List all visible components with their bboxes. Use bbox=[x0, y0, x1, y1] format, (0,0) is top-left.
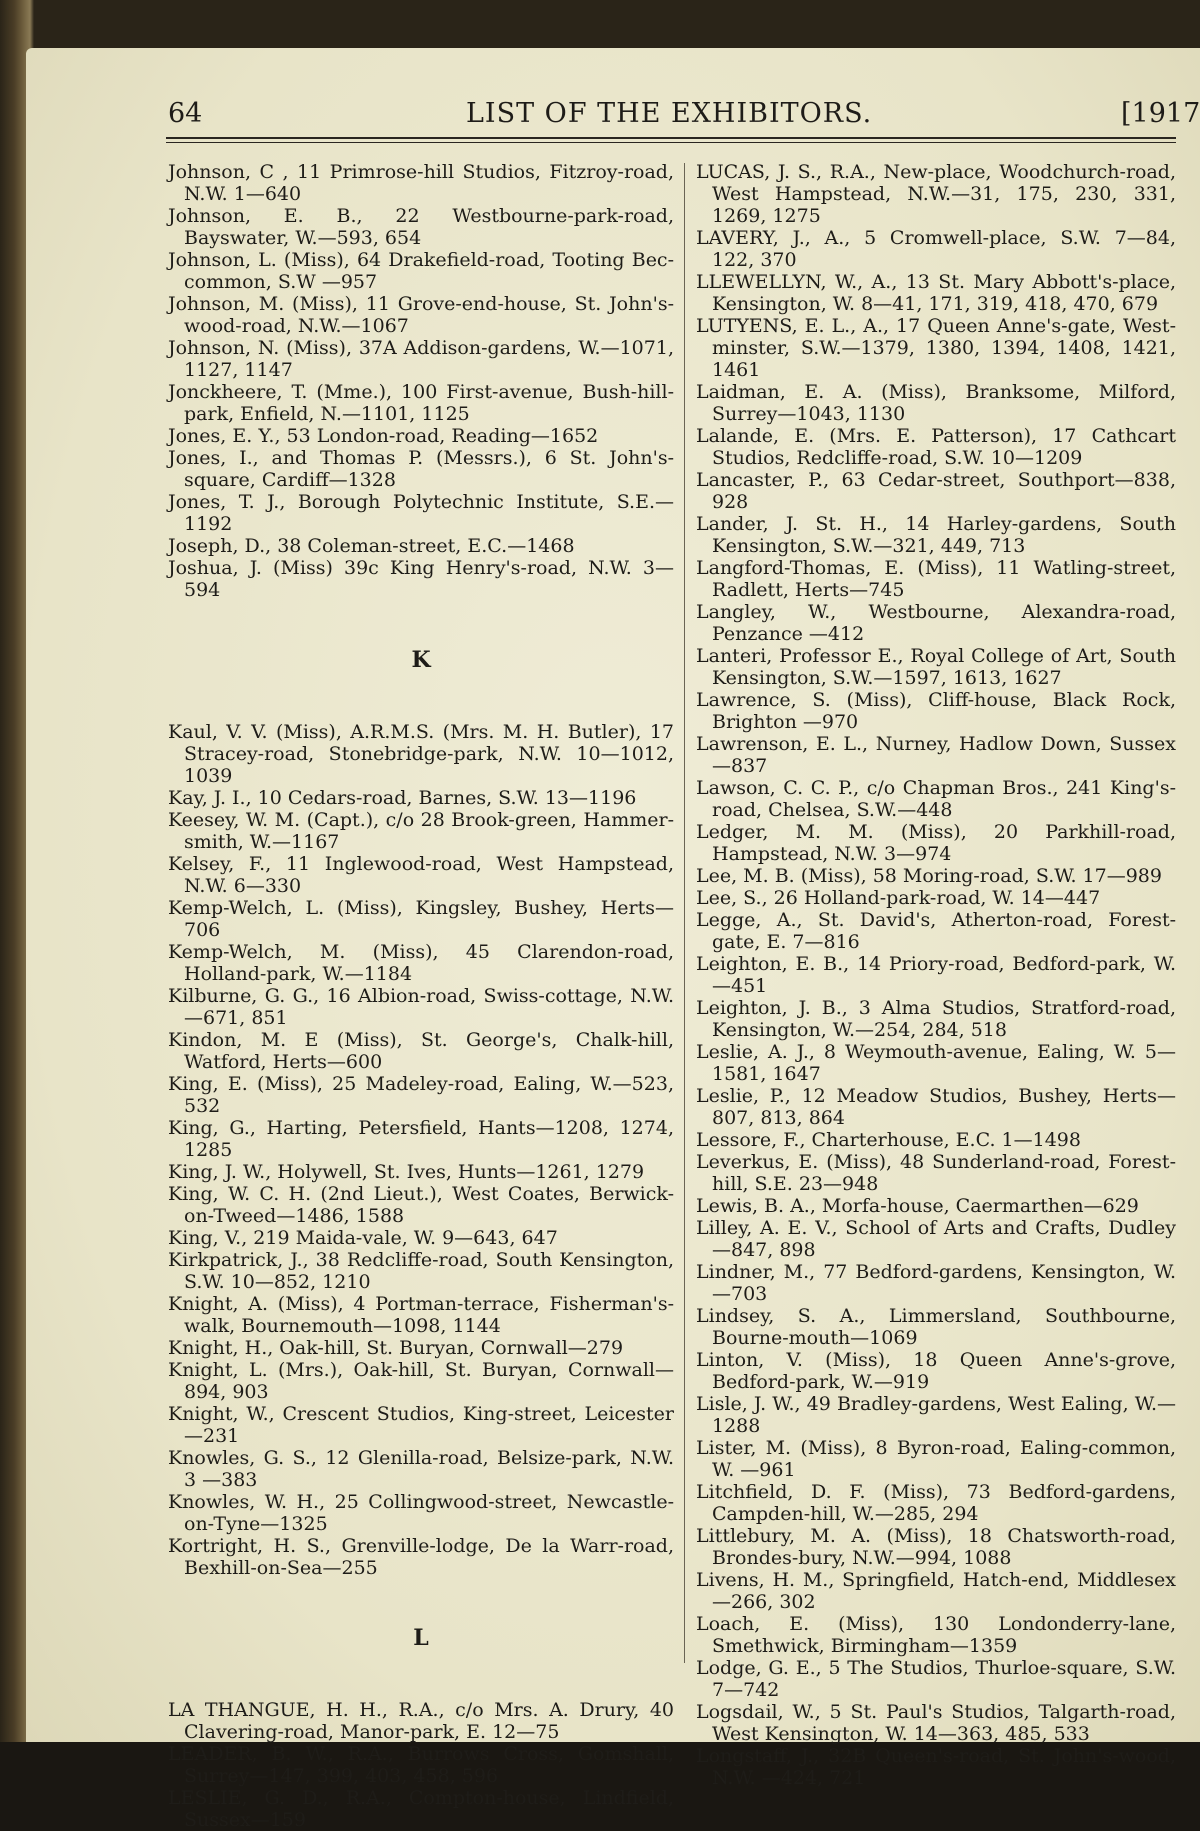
exhibitor-entry: Kaul, V. V. (Miss), A.R.M.S. (Mrs. M. H. Butler), 17 Stracey-road, Stonebridge-park, N.W. 10—1012, 1039 bbox=[168, 721, 674, 787]
exhibitor-entry: Joshua, J. (Miss) 39c King Henry's-road, N.W. 3—594 bbox=[168, 557, 674, 601]
exhibitor-entry: Longstaff, J., 32B Queen's-road, St. John's-wood, N.W. —424, 721 bbox=[696, 1745, 1176, 1789]
exhibitor-entry: Jones, E. Y., 53 London-road, Reading—1652 bbox=[168, 425, 599, 447]
section-heading-l: L bbox=[413, 1625, 429, 1651]
exhibitor-entry: Langford-Thomas, E. (Miss), 11 Watling-street, Radlett, Herts—745 bbox=[696, 557, 1176, 601]
exhibitor-entry: LA THANGUE, H. H., R.A., c/o Mrs. A. Drury, 40 Clavering-road, Manor-park, E. 12—75 bbox=[168, 1699, 674, 1743]
exhibitor-entry: Knight, H., Oak-hill, St. Buryan, Cornwall—279 bbox=[168, 1337, 624, 1359]
exhibitor-entry: Lancaster, P., 63 Cedar-street, Southport—838, 928 bbox=[696, 469, 1176, 513]
exhibitor-entry: Lessore, F., Charterhouse, E.C. 1—1498 bbox=[696, 1129, 1081, 1151]
exhibitor-entry: King, G., Harting, Petersfield, Hants—1208, 1274, 1285 bbox=[168, 1117, 674, 1161]
column-divider bbox=[684, 163, 685, 1663]
exhibitor-entry: Johnson, M. (Miss), 11 Grove-end-house, St. John's-wood-road, N.W.—1067 bbox=[168, 293, 674, 337]
exhibitor-entry: King, E. (Miss), 25 Madeley-road, Ealing, W.—523, 532 bbox=[168, 1073, 674, 1117]
exhibitor-entry: Jones, I., and Thomas P. (Messrs.), 6 St. John's-square, Cardiff—1328 bbox=[168, 447, 674, 491]
exhibitor-entry: Lawrence, S. (Miss), Cliff-house, Black Rock, Brighton —970 bbox=[696, 689, 1176, 733]
exhibitor-entry: Laidman, E. A. (Miss), Branksome, Milford, Surrey—1043, 1130 bbox=[696, 381, 1176, 425]
exhibitor-entry: LAVERY, J., A., 5 Cromwell-place, S.W. 7—84, 122, 370 bbox=[696, 227, 1176, 271]
exhibitor-entry: Lawrenson, E. L., Nurney, Hadlow Down, Sussex—837 bbox=[696, 733, 1176, 777]
exhibitor-entry: Johnson, E. B., 22 Westbourne-park-road, Bayswater, W.—593, 654 bbox=[168, 205, 674, 249]
exhibitor-entry: Lander, J. St. H., 14 Harley-gardens, South Kensington, S.W.—321, 449, 713 bbox=[696, 513, 1176, 557]
exhibitor-entry: Lewis, B. A., Morfa-house, Caermarthen—629 bbox=[696, 1195, 1139, 1217]
exhibitor-entry: Johnson, N. (Miss), 37A Addison-gardens, W.—1071, 1127, 1147 bbox=[168, 337, 674, 381]
exhibitor-entry: Kindon, M. E (Miss), St. George's, Chalk-hill, Watford, Herts—600 bbox=[168, 1029, 674, 1073]
exhibitor-entry: Littlebury, M. A. (Miss), 18 Chatsworth-road, Brondes-bury, N.W.—994, 1088 bbox=[696, 1525, 1176, 1569]
exhibitor-entry: King, W. C. H. (2nd Lieut.), West Coates, Berwick-on-Tweed—1486, 1588 bbox=[168, 1183, 674, 1227]
exhibitor-entry: Lalande, E. (Mrs. E. Patterson), 17 Cathcart Studios, Redcliffe-road, S.W. 10—1209 bbox=[696, 425, 1176, 469]
exhibitor-entry: King, V., 219 Maida-vale, W. 9—643, 647 bbox=[168, 1227, 558, 1249]
exhibitor-entry: Kelsey, F., 11 Inglewood-road, West Hampstead, N.W. 6—330 bbox=[168, 853, 674, 897]
exhibitor-entry: Leslie, P., 12 Meadow Studios, Bushey, Herts—807, 813, 864 bbox=[696, 1085, 1176, 1129]
exhibitor-entry: Jones, T. J., Borough Polytechnic Institute, S.E.—1192 bbox=[168, 491, 674, 535]
exhibitor-entry: Lister, M. (Miss), 8 Byron-road, Ealing-common, W. —961 bbox=[696, 1437, 1176, 1481]
exhibitor-entry: Knowles, G. S., 12 Glenilla-road, Belsize-park, N.W. 3 —383 bbox=[168, 1447, 674, 1491]
exhibitor-entry: Leslie, A. J., 8 Weymouth-avenue, Ealing, W. 5—1581, 1647 bbox=[696, 1041, 1176, 1085]
exhibitor-entry: Kemp-Welch, M. (Miss), 45 Clarendon-road, Holland-park, W.—1184 bbox=[168, 941, 674, 985]
exhibitor-entry: King, J. W., Holywell, St. Ives, Hunts—1261, 1279 bbox=[168, 1161, 645, 1183]
section-heading-k: K bbox=[411, 647, 431, 673]
exhibitor-entry: Leighton, E. B., 14 Priory-road, Bedford-park, W.—451 bbox=[696, 953, 1176, 997]
exhibitor-entry: Lanteri, Professor E., Royal College of Art, South Kensington, S.W.—1597, 1613, 1627 bbox=[696, 645, 1176, 689]
exhibitor-entry: Knight, L. (Mrs.), Oak-hill, St. Buryan, Cornwall—894, 903 bbox=[168, 1359, 674, 1403]
exhibitor-entry: Lodge, G. E., 5 The Studios, Thurloe-square, S.W. 7—742 bbox=[696, 1657, 1176, 1701]
exhibitor-entry: LLEWELLYN, W., A., 13 St. Mary Abbott's-place, Kensington, W. 8—41, 171, 319, 418, 470, 679 bbox=[696, 271, 1176, 315]
exhibitor-entry: Knight, W., Crescent Studios, King-street, Leicester —231 bbox=[168, 1403, 674, 1447]
exhibitor-entry: Kemp-Welch, L. (Miss), Kingsley, Bushey, Herts—706 bbox=[168, 897, 674, 941]
page-title: LIST OF THE EXHIBITORS. bbox=[466, 98, 873, 129]
exhibitor-entry: Knight, A. (Miss), 4 Portman-terrace, Fisherman's-walk, Bournemouth—1098, 1144 bbox=[168, 1293, 674, 1337]
exhibitor-entry: Leighton, J. B., 3 Alma Studios, Stratford-road, Kensington, W.—254, 284, 518 bbox=[696, 997, 1176, 1041]
book-page bbox=[26, 48, 1200, 1831]
exhibitor-entry: Lindsey, S. A., Limmersland, Southbourne, Bourne-mouth—1069 bbox=[696, 1305, 1176, 1349]
exhibitor-entry: Litchfield, D. F. (Miss), 73 Bedford-gardens, Campden-hill, W.—285, 294 bbox=[696, 1481, 1176, 1525]
exhibitor-entry: Lindner, M., 77 Bedford-gardens, Kensington, W.—703 bbox=[696, 1261, 1176, 1305]
exhibitor-entry: Johnson, C , 11 Primrose-hill Studios, Fitzroy-road, N.W. 1—640 bbox=[168, 161, 674, 205]
exhibitor-list-l-continued bbox=[696, 161, 1176, 1789]
exhibitor-entry: Linton, V. (Miss), 18 Queen Anne's-grove, Bedford-park, W.—919 bbox=[696, 1349, 1176, 1393]
exhibitor-entry: LESLIE, G. D., R.A., Compton-house, Lindfield, Sussex—159 bbox=[168, 1787, 674, 1831]
exhibitor-entry: Lee, M. B. (Miss), 58 Moring-road, S.W. 17—989 bbox=[696, 865, 1162, 887]
exhibitor-entry: LUCAS, J. S., R.A., New-place, Woodchurch-road, West Hampstead, N.W.—31, 175, 230, 331, 1269, 1275 bbox=[696, 161, 1176, 227]
exhibitor-entry: Lawson, C. C. P., c/o Chapman Bros., 241 King's-road, Chelsea, S.W.—448 bbox=[696, 777, 1176, 821]
exhibitor-list-l bbox=[168, 1699, 674, 1831]
exhibitor-entry: Leverkus, E. (Miss), 48 Sunderland-road, Forest-hill, S.E. 23—948 bbox=[696, 1151, 1176, 1195]
exhibitor-entry: Langley, W., Westbourne, Alexandra-road, Penzance —412 bbox=[696, 601, 1176, 645]
header-rule-thick bbox=[166, 137, 1176, 139]
right-column bbox=[696, 161, 1176, 1789]
exhibitor-entry: Lisle, J. W., 49 Bradley-gardens, West Ealing, W.—1288 bbox=[696, 1393, 1176, 1437]
page-number: 64 bbox=[168, 98, 203, 129]
exhibitor-entry: Joseph, D., 38 Coleman-street, E.C.—1468 bbox=[168, 535, 575, 557]
exhibitor-entry: Jonckheere, T. (Mme.), 100 First-avenue, Bush-hill-park, Enfield, N.—1101, 1125 bbox=[168, 381, 674, 425]
exhibitor-entry: Livens, H. M., Springfield, Hatch-end, Middlesex—266, 302 bbox=[696, 1569, 1176, 1613]
left-column bbox=[168, 161, 674, 1831]
header-rule-thin bbox=[166, 142, 1176, 143]
exhibitor-list-j bbox=[168, 161, 674, 601]
exhibitor-entry: Lilley, A. E. V., School of Arts and Crafts, Dudley—847, 898 bbox=[696, 1217, 1176, 1261]
exhibitor-entry: Kay, J. I., 10 Cedars-road, Barnes, S.W. 13—1196 bbox=[168, 787, 637, 809]
exhibitor-entry: Keesey, W. M. (Capt.), c/o 28 Brook-green, Hammer-smith, W.—1167 bbox=[168, 809, 674, 853]
exhibitor-entry: Legge, A., St. David's, Atherton-road, Forest-gate, E. 7—816 bbox=[696, 909, 1176, 953]
exhibitor-entry: LUTYENS, E. L., A., 17 Queen Anne's-gate, West-minster, S.W.—1379, 1380, 1394, 1408, 1421, 1461 bbox=[696, 315, 1176, 381]
exhibitor-entry: Logsdail, W., 5 St. Paul's Studios, Talgarth-road, West Kensington, W. 14—363, 485, 533 bbox=[696, 1701, 1176, 1745]
exhibitor-entry: Kirkpatrick, J., 38 Redcliffe-road, South Kensington, S.W. 10—852, 1210 bbox=[168, 1249, 674, 1293]
exhibitor-entry: LEADER, B. W., R.A., Burrows Cross, Gomshall, Surrey—147, 399, 403, 458, 596 bbox=[168, 1743, 674, 1787]
exhibitor-entry: Kilburne, G. G., 16 Albion-road, Swiss-cottage, N.W. —671, 851 bbox=[168, 985, 674, 1029]
exhibitor-list-k bbox=[168, 721, 674, 1579]
exhibitor-entry: Kortright, H. S., Grenville-lodge, De la Warr-road, Bexhill-on-Sea—255 bbox=[168, 1535, 674, 1579]
exhibitor-entry: Ledger, M. M. (Miss), 20 Parkhill-road, Hampstead, N.W. 3—974 bbox=[696, 821, 1176, 865]
exhibitor-entry: Knowles, W. H., 25 Collingwood-street, Newcastle-on-Tyne—1325 bbox=[168, 1491, 674, 1535]
exhibitor-entry: Johnson, L. (Miss), 64 Drakefield-road, Tooting Bec-common, S.W —957 bbox=[168, 249, 674, 293]
exhibitor-entry: Lee, S., 26 Holland-park-road, W. 14—447 bbox=[696, 887, 1101, 909]
exhibitor-entry: Loach, E. (Miss), 130 Londonderry-lane, Smethwick, Birmingham—1359 bbox=[696, 1613, 1176, 1657]
running-year: [1917 bbox=[1121, 98, 1200, 129]
